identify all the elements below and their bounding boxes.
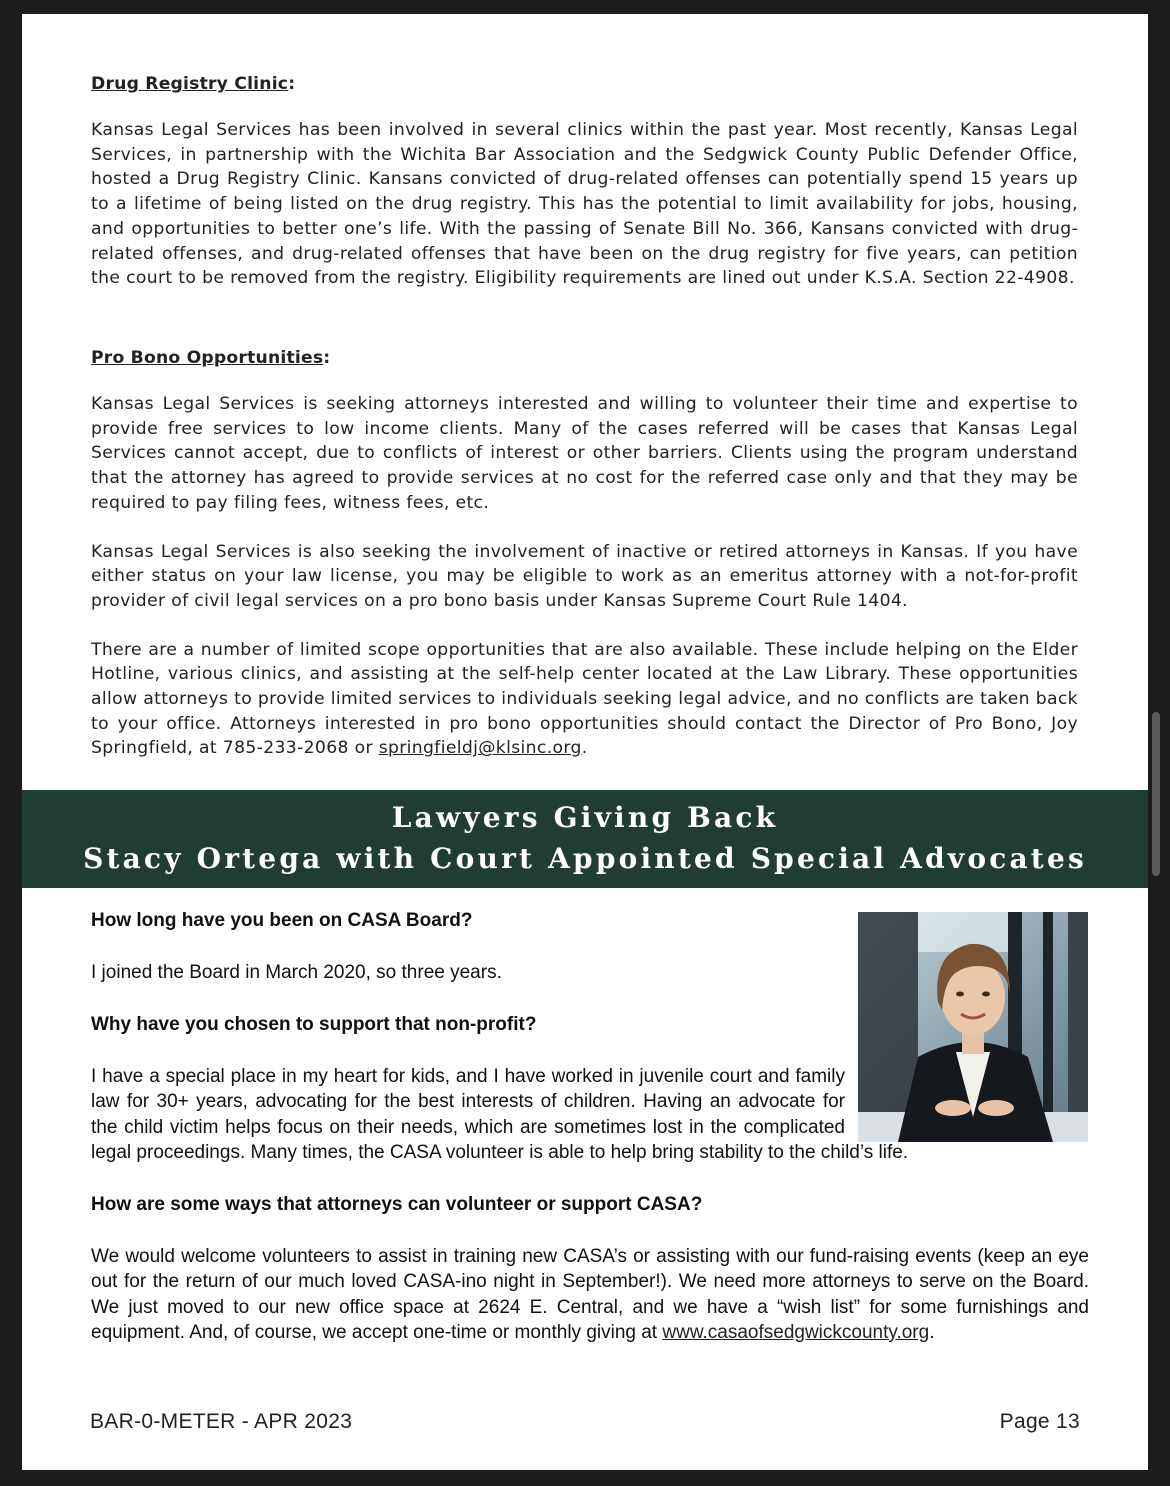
pro-bono-paragraph-3-end: . (581, 738, 588, 759)
footer-page-number: Page 13 (999, 1410, 1080, 1433)
answer-1: I joined the Board in March 2020, so three years. (91, 962, 502, 983)
banner-subtitle: Stacy Ortega with Court Appointed Special Advocates (83, 842, 1087, 875)
pro-bono-paragraph-3-text: There are a number of limited scope opportunities that are also available. These include helping on the Elder Hotline, various clinics, and assisting at the self-help center located at the Law Library. These opportunities allow attorneys to provide limited services to individuals seeking legal advice, and no conflicts are taken back to your office. Attorneys interested in pro bono opportunities should contact the Director of Pro Bono, Joy Springfield, at 785-233-2068 or (91, 639, 1078, 759)
answer-3-end: . (929, 1322, 935, 1343)
pro-bono-heading-colon: : (323, 348, 331, 368)
drug-registry-paragraph: Kansas Legal Services has been involved in several clinics within the past year. Most recently, Kansas Legal Services, in partnership with the Wichita Bar Association and the Sedgwick County Public Defender Office, hosted a Drug Registry Clinic. Kansans convicted of drug-related offenses can potentially spend 15 years up to a lifetime of being listed on the drug registry. This has the potential to limit availability for jobs, housing, and opportunities to better one’s life. With the passing of Senate Bill No. 366, Kansans convicted with drug-related offenses, and drug-related offenses that have been on the drug registry for five years, can petition the court to be removed from the registry. Eligibility requirements are lined out under K.S.A. Section 22-4908. (91, 120, 1078, 289)
pro-bono-paragraph-2: Kansas Legal Services is also seeking the involvement of inactive or retired attorneys in Kansas. If you have either status on your law license, you may be eligible to work as an emeritus attorney with a not-for-profit provider of civil legal services on a pro bono basis under Kansas Supreme Court Rule 1404. (91, 541, 1078, 611)
pro-bono-heading (91, 348, 1078, 368)
interview-section (91, 910, 1089, 1346)
photo-float-spacer (845, 1064, 1089, 1138)
answer-3 (91, 1244, 1089, 1346)
drug-registry-section (91, 74, 1078, 291)
drug-registry-heading-colon: : (288, 74, 296, 94)
vertical-scrollbar[interactable] (1152, 712, 1160, 876)
question-2: Why have you chosen to support that non-profit? (91, 1013, 537, 1035)
answer-2: I have a special place in my heart for kids, and I have worked in juvenile court and family law for 30+ years, advocating for the best interests of children. Having an advocate for the child victim helps focus on their needs, which are sometimes lost in the complicated legal proceedings. Many times, the CASA volunteer is able to help bring stability to the child’s life. (91, 1065, 909, 1163)
casa-website-link[interactable]: www.casaofsedgwickcounty.org (662, 1322, 930, 1343)
question-1: How long have you been on CASA Board? (91, 910, 473, 931)
banner-title: Lawyers Giving Back (391, 801, 779, 834)
drug-registry-heading (91, 74, 1078, 94)
answer-3-text: We would welcome volunteers to assist in training new CASA’s or assisting with our fund-raising events (keep an eye out for the return of our much loved CASA-ino night in September!). We need more attorneys to serve on the Board. We just moved to our new office space at 2624 E. Central, and we have a “wish list” for some furnishings and equipment. And, of course, we accept one-time or monthly giving at (91, 1245, 1089, 1343)
drug-registry-heading-text: Drug Registry Clinic (91, 74, 289, 94)
lawyers-giving-back-banner (22, 790, 1148, 888)
pro-bono-section (91, 348, 1078, 761)
footer-publication: BAR-0-METER - APR 2023 (90, 1410, 353, 1433)
pro-bono-heading-text: Pro Bono Opportunities (91, 348, 324, 368)
pro-bono-email-link[interactable]: springfieldj@klsinc.org (378, 738, 582, 759)
document-page (22, 14, 1148, 1470)
pro-bono-paragraph-3 (91, 638, 1078, 762)
question-3: How are some ways that attorneys can volunteer or support CASA? (91, 1193, 703, 1215)
pro-bono-paragraph-1: Kansas Legal Services is seeking attorneys interested and willing to volunteer their time and expertise to provide free services to low income clients. Many of the cases referred will be cases that Kansas Legal Services cannot accept, due to conflicts of interest or other barriers. Clients using the program understand that the attorney has agreed to provide services at no cost for the referred case only and that they may be required to pay filing fees, witness fees, etc. (91, 394, 1078, 513)
